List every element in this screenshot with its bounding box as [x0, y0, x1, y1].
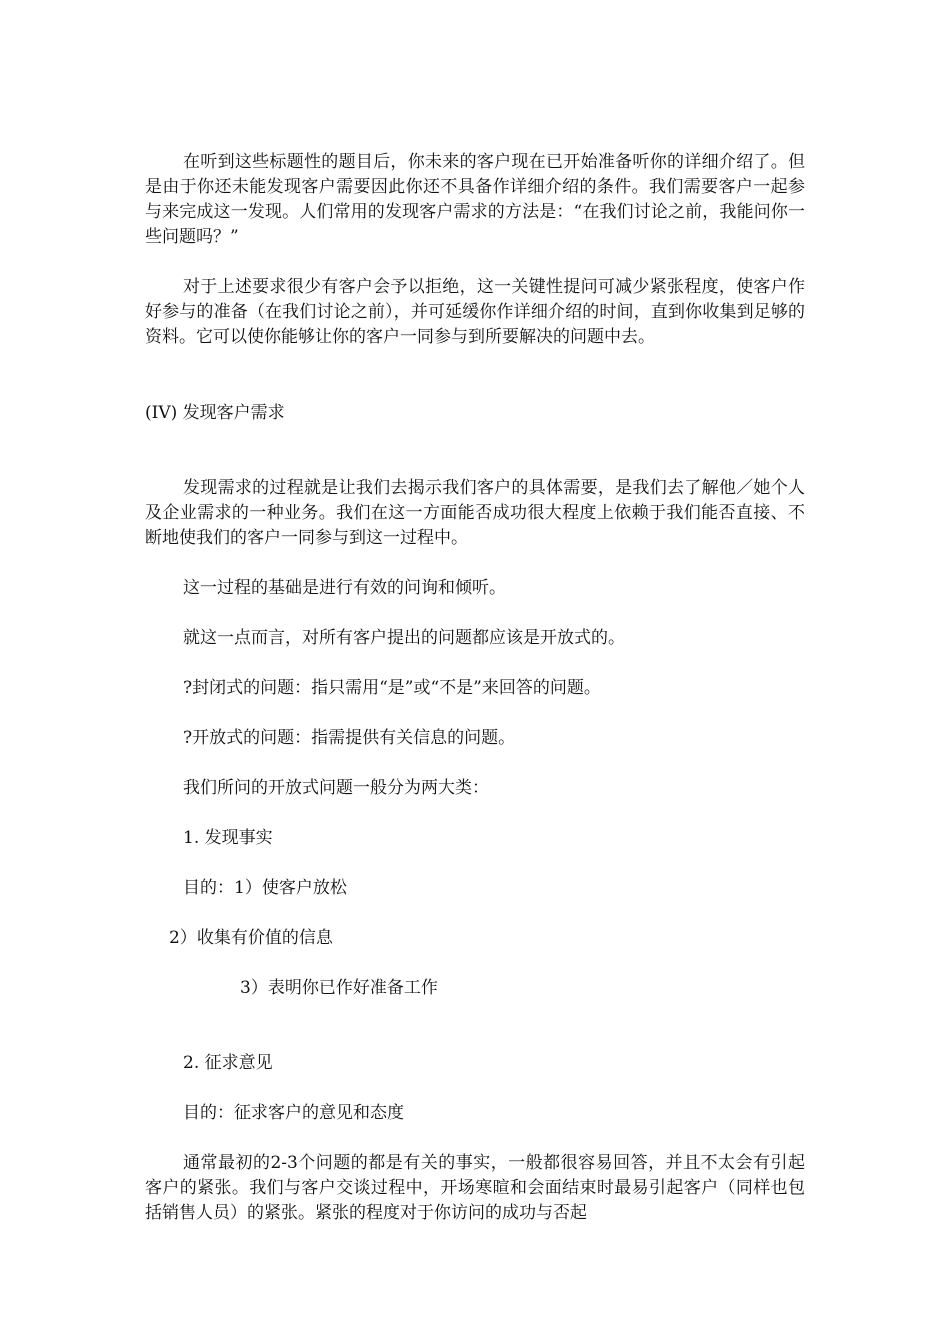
list-item-purpose-relax: 目的：1）使客户放松 [183, 878, 347, 898]
paragraph-key-question: 对于上述要求很少有客户会予以拒绝，这一关键性提问可减少紧张程度，使客户作好参与的准备（在我们讨论之前），并可延缓你作详细介绍的时间，直到你收集到足够的资料。它可以使你能够让你的客户一同参与到所要解决的问题中去。 [145, 277, 805, 347]
line-open-question-def: ?开放式的问题：指需提供有关信息的问题。 [183, 728, 516, 748]
list-item-collect-info: 2）收集有价值的信息 [169, 928, 333, 948]
paragraph-discover-needs: 发现需求的过程就是让我们去揭示我们客户的具体需要，是我们去了解他／她个人及企业需求的一种业务。我们在这一方面能否成功很大程度上依赖于我们能否直接、不断地使我们的客户一同参与到这一过程中。 [145, 478, 805, 548]
line-two-categories: 我们所问的开放式问题一般分为两大类： [183, 778, 489, 798]
paragraph-intro: 在听到这些标题性的题目后，你未来的客户现在已开始准备听你的详细介绍了。但是由于你还未能发现客户需要因此你还不具备作详细介绍的条件。我们需要客户一起参与来完成这一发现。人们常用的发现客户需求的方法是：“在我们讨论之前，我能问你一些问题吗？” [145, 152, 805, 247]
list-item-seek-opinion: 2. 征求意见 [183, 1053, 273, 1073]
line-closed-question-def: ?封闭式的问题：指只需用“是”或“不是”来回答的问题。 [183, 678, 601, 698]
list-item-show-prepared: 3）表明你已作好准备工作 [240, 978, 438, 998]
line-foundation: 这一过程的基础是进行有效的问询和倾听。 [183, 578, 506, 598]
list-item-discover-facts: 1. 发现事实 [183, 828, 273, 848]
paragraph-tension: 通常最初的2-3个问题的都是有关的事实，一般都很容易回答，并且不太会有引起客户的紧张。我们与客户交谈过程中，开场寒暄和会面结束时最易引起客户（同样也包括销售人员）的紧张。紧张的程度对于你访问的成功与否起 [145, 1153, 805, 1223]
list-item-purpose-opinion: 目的：征求客户的意见和态度 [183, 1103, 404, 1123]
line-open-questions: 就这一点而言，对所有客户提出的问题都应该是开放式的。 [183, 628, 625, 648]
section-heading: (IV) 发现客户需求 [145, 403, 285, 423]
